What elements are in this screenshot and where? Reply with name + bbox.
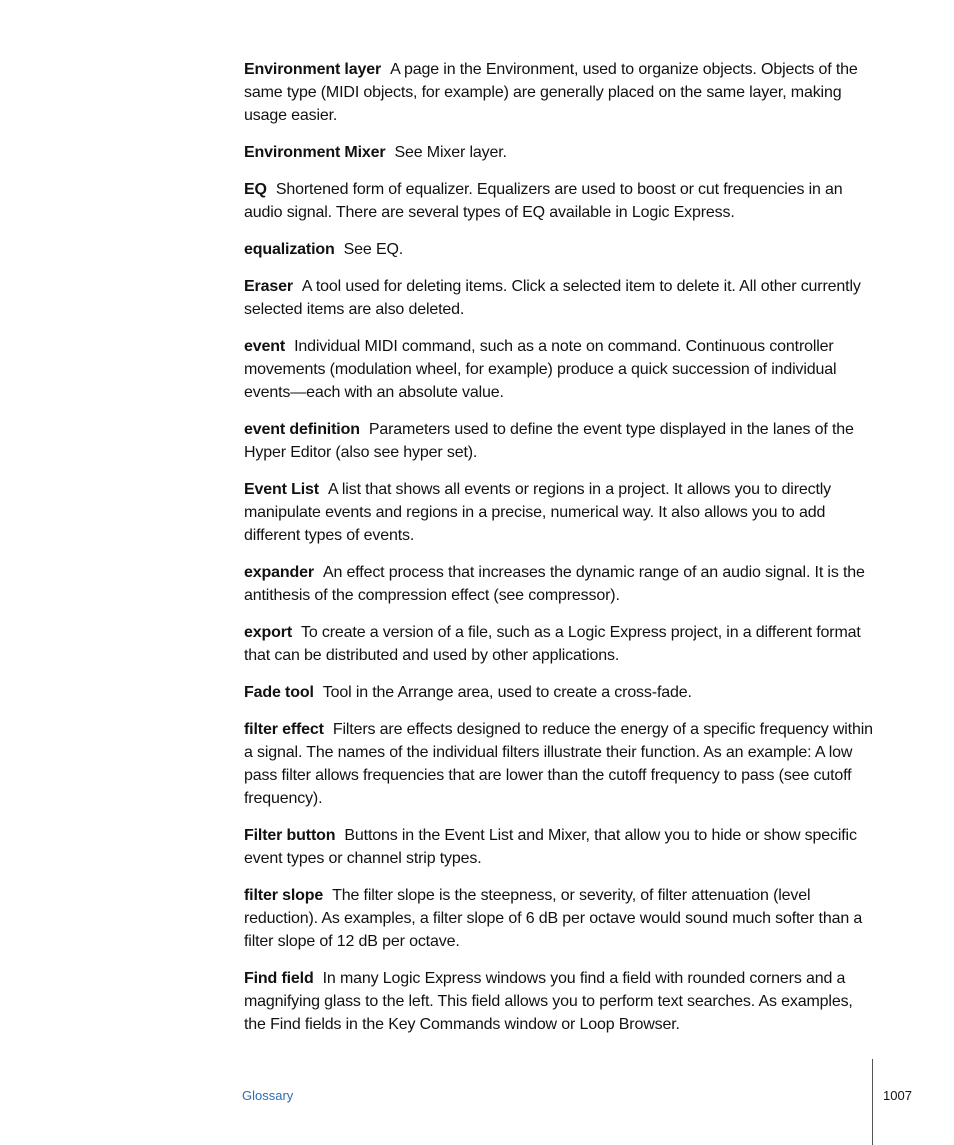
footer-divider xyxy=(872,1059,873,1145)
glossary-entries xyxy=(244,58,874,1050)
entry-term: equalization xyxy=(244,241,335,258)
entry-term: export xyxy=(244,624,292,641)
entry-definition: See EQ. xyxy=(343,241,404,258)
entry-term: EQ xyxy=(244,181,267,198)
glossary-entry xyxy=(244,478,874,547)
glossary-entry xyxy=(244,824,874,870)
glossary-entry xyxy=(244,141,874,164)
glossary-entry xyxy=(244,418,874,464)
glossary-entry xyxy=(244,238,874,261)
entry-term: Filter button xyxy=(244,827,336,844)
entry-definition: A tool used for deleting items. Click a selected item to delete it. All other currently selected items are also deleted. xyxy=(244,278,861,318)
entry-term: Environment Mixer xyxy=(244,144,386,161)
entry-definition: Parameters used to define the event type displayed in the lanes of the Hyper Editor (also see hyper set). xyxy=(244,421,854,461)
glossary-entry xyxy=(244,967,874,1036)
glossary-entry xyxy=(244,621,874,667)
entry-definition: A page in the Environment, used to organize objects. Objects of the same type (MIDI objects, for example) are generally placed on the same layer, making usage easier. xyxy=(244,61,858,124)
page-number: 1007 xyxy=(883,1088,912,1103)
entry-term: Find field xyxy=(244,970,314,987)
entry-term: Eraser xyxy=(244,278,293,295)
entry-term: expander xyxy=(244,564,314,581)
glossary-entry xyxy=(244,178,874,224)
entry-term: event xyxy=(244,338,286,355)
entry-definition: Buttons in the Event List and Mixer, that allow you to hide or show specific event types or channel strip types. xyxy=(244,827,857,867)
glossary-entry xyxy=(244,718,874,810)
entry-definition: In many Logic Express windows you find a field with rounded corners and a magnifying glass to the left. This field allows you to perform text searches. As examples, the Find fields in the Key Commands window or Loop Browser. xyxy=(244,970,853,1033)
glossary-entry xyxy=(244,681,874,704)
glossary-entry xyxy=(244,335,874,404)
entry-definition: An effect process that increases the dynamic range of an audio signal. It is the antithesis of the compression effect (see compressor). xyxy=(244,564,865,604)
entry-term: filter slope xyxy=(244,887,324,904)
glossary-entry xyxy=(244,561,874,607)
entry-term: Environment layer xyxy=(244,61,382,78)
entry-definition: Filters are effects designed to reduce the energy of a specific frequency within a signal. The names of the individual filters illustrate their function. As an example: A low pass filter allows frequencies that are lower than the cutoff frequency to pass (see cutoff frequency). xyxy=(244,721,873,807)
entry-definition: To create a version of a file, such as a Logic Express project, in a different format that can be distributed and used by other applications. xyxy=(244,624,861,664)
entry-definition: Individual MIDI command, such as a note on command. Continuous controller movements (modulation wheel, for example) produce a quick succession of individual events—each with an absolute value. xyxy=(244,338,837,401)
entry-term: event definition xyxy=(244,421,360,438)
entry-term: Fade tool xyxy=(244,684,314,701)
entry-definition: See Mixer layer. xyxy=(394,144,507,161)
entry-definition: Tool in the Arrange area, used to create a cross-fade. xyxy=(322,684,692,701)
footer-section-label: Glossary xyxy=(242,1088,294,1103)
entry-definition: The filter slope is the steepness, or severity, of filter attenuation (level reduction). As examples, a filter slope of 6 dB per octave would sound much softer than a filter slope of 12 dB per octave. xyxy=(244,887,863,950)
entry-term: filter effect xyxy=(244,721,324,738)
glossary-entry xyxy=(244,275,874,321)
entry-term: Event List xyxy=(244,481,319,498)
entry-definition: A list that shows all events or regions in a project. It allows you to directly manipulate events and regions in a precise, numerical way. It also allows you to add different types of events. xyxy=(244,481,832,544)
glossary-entry xyxy=(244,884,874,953)
glossary-entry xyxy=(244,58,874,127)
entry-definition: Shortened form of equalizer. Equalizers are used to boost or cut frequencies in an audio signal. There are several types of EQ available in Logic Express. xyxy=(244,181,843,221)
